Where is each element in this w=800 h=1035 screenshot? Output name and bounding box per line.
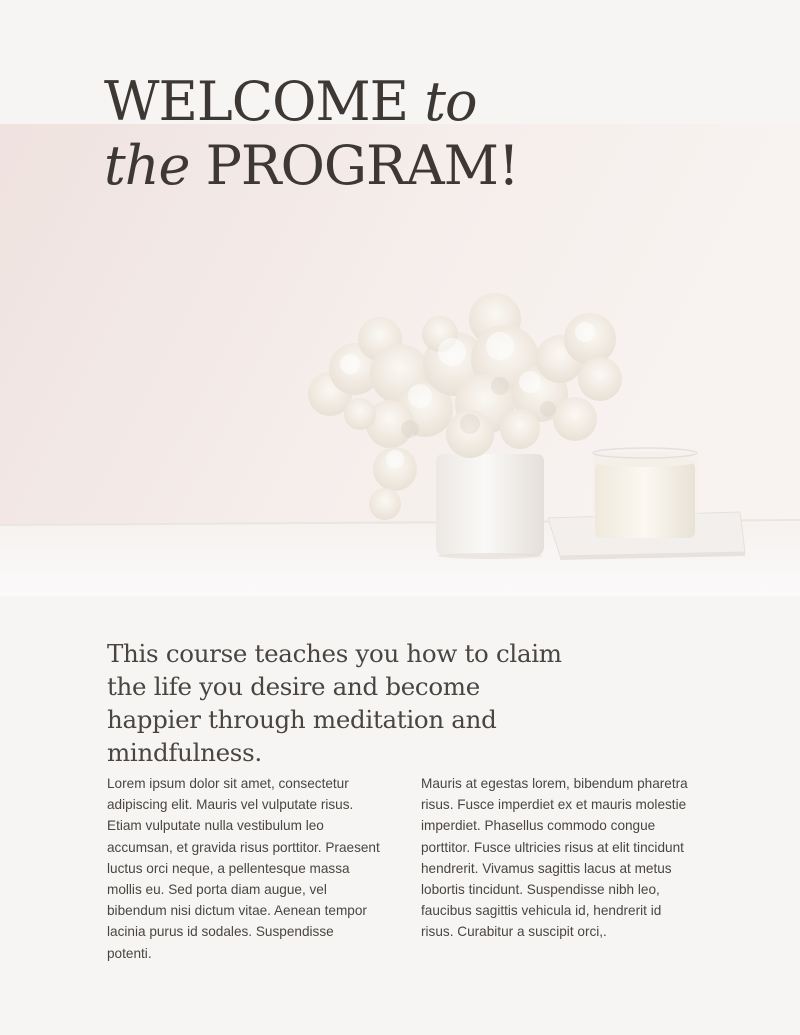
title-line-1-main: WELCOME xyxy=(104,70,425,133)
intro-paragraph: This course teaches you how to claim the life you desire and become happier through meditation and mindfulness. xyxy=(107,639,562,767)
title-line-2-main: PROGRAM! xyxy=(189,134,519,197)
title-line-1-italic: to xyxy=(424,70,477,133)
body-column-right: Mauris at egestas lorem, bibendum pharetra risus. Fusce imperdiet ex et mauris molestie imperdiet. Phasellus commodo congue porttitor. Fusce ultricies risus at elit tincidunt hendrerit. Vivamus sagittis lacus at metus lobortis tincidunt. Suspendisse nibh leo, faucibus sagittis vehicula id, hendrerit id risus. Curabitur a suscipit orci,. xyxy=(421,776,688,940)
page-title xyxy=(104,70,519,198)
body-column-left: Lorem ipsum dolor sit amet, consectetur adipiscing elit. Mauris vel vulputate risus. Etiam vulputate nulla vestibulum leo accumsan, et gravida risus porttitor. Praesent luctus orci neque, a pellentesque massa mollis eu. Sed porta diam augue, vel bibendum nisi dictum vitae. Aenean tempor lacinia purus id sodales. Suspendisse potenti. xyxy=(107,776,380,961)
title-line-2-italic: the xyxy=(104,134,190,197)
title-line-2 xyxy=(104,134,519,198)
title-line-1 xyxy=(104,70,519,134)
